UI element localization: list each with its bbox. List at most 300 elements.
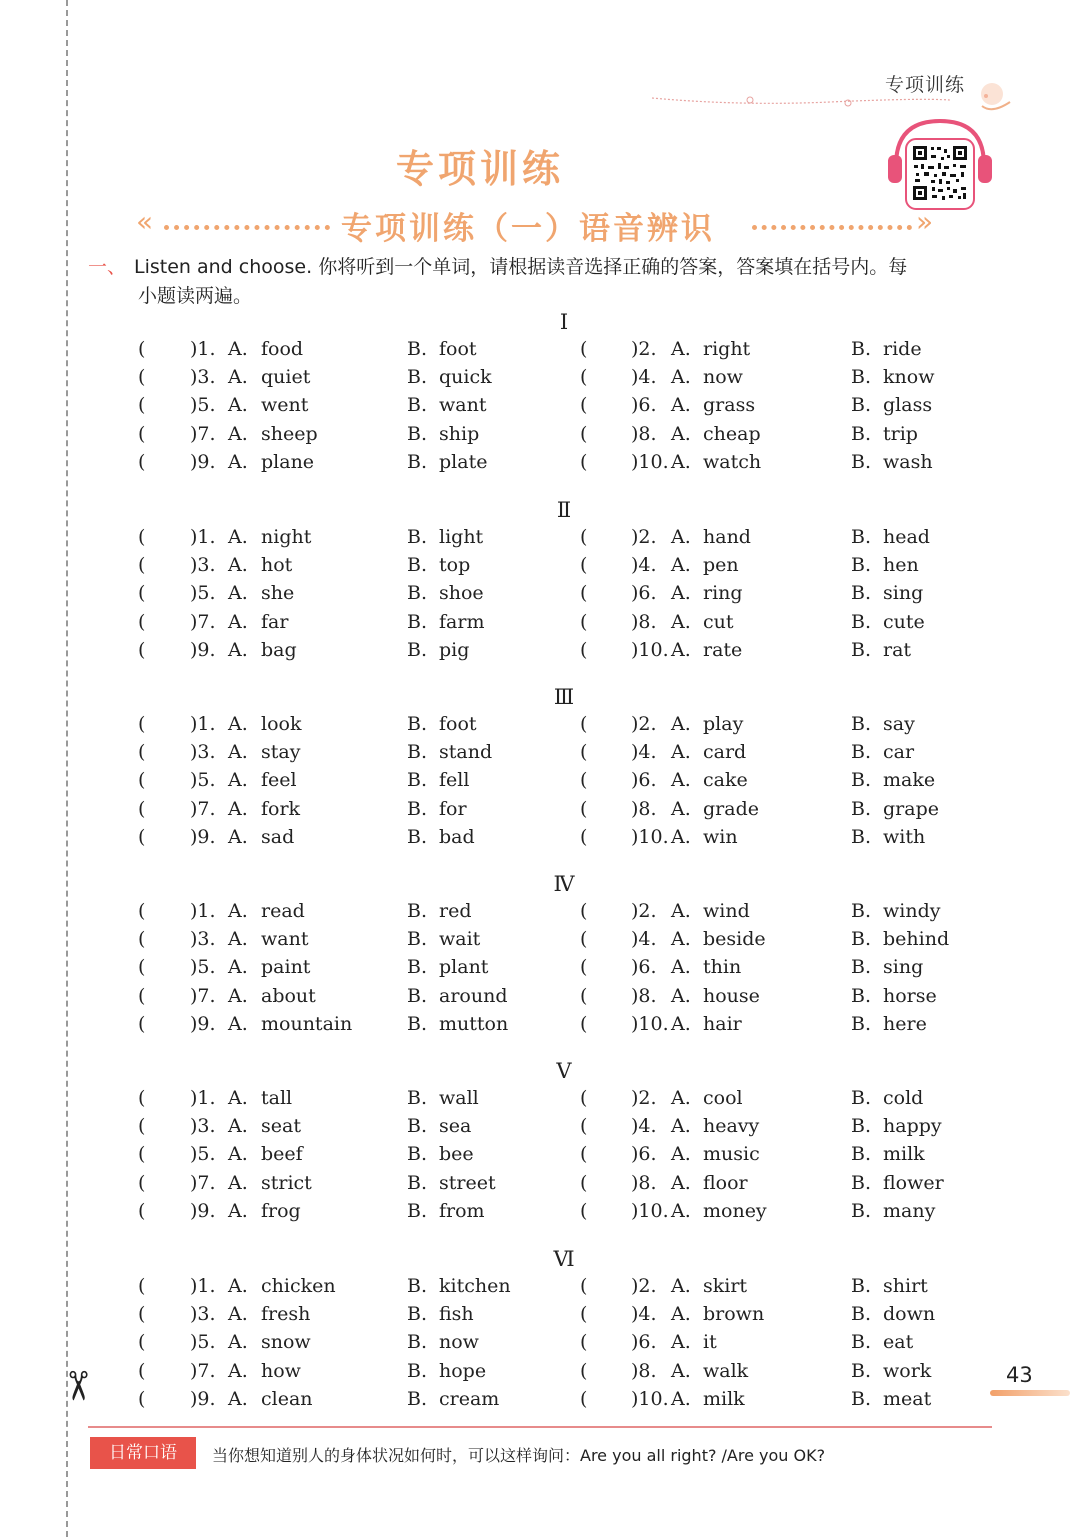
answer-paren-open[interactable]: ( bbox=[138, 1331, 146, 1354]
answer-paren-open[interactable]: ( bbox=[580, 797, 588, 820]
answer-paren-open[interactable]: ( bbox=[138, 1115, 146, 1138]
answer-paren-open[interactable]: ( bbox=[138, 825, 146, 848]
option-a-word: clean bbox=[261, 1387, 313, 1410]
question-number: )8. bbox=[631, 984, 657, 1007]
option-a-word: want bbox=[261, 928, 309, 951]
question-number: )7. bbox=[190, 1171, 216, 1194]
answer-paren-open[interactable]: ( bbox=[580, 610, 588, 633]
answer-paren-open[interactable]: ( bbox=[138, 928, 146, 951]
chevron-left-icon: « bbox=[136, 205, 154, 238]
option-b-word: farm bbox=[439, 610, 485, 633]
question-number: )5. bbox=[190, 1143, 216, 1166]
instruction-text: Listen and choose. 你将听到一个单词，请根据读音选择正确的答案，答案填在括号内。每 bbox=[134, 256, 908, 278]
question-number: )9. bbox=[190, 450, 216, 473]
option-a-word: went bbox=[261, 394, 309, 417]
answer-paren-open[interactable]: ( bbox=[138, 1303, 146, 1326]
option-b-word: light bbox=[439, 526, 484, 548]
answer-paren-open[interactable]: ( bbox=[138, 638, 146, 661]
option-b-word: sing bbox=[883, 582, 924, 605]
option-a-label: A. bbox=[228, 713, 248, 735]
page-number-bar bbox=[990, 1390, 1070, 1396]
option-a-label: A. bbox=[671, 928, 691, 951]
answer-paren-open[interactable]: ( bbox=[580, 769, 588, 792]
answer-paren-open[interactable]: ( bbox=[138, 797, 146, 820]
answer-paren-open[interactable]: ( bbox=[138, 554, 146, 577]
option-b-word: bad bbox=[439, 825, 475, 848]
answer-paren-open[interactable]: ( bbox=[580, 984, 588, 1007]
option-b-label: B. bbox=[851, 797, 872, 820]
option-b-word: ride bbox=[883, 338, 922, 360]
answer-paren-open[interactable]: ( bbox=[138, 956, 146, 979]
option-b-word: fell bbox=[439, 769, 470, 792]
option-a-label: A. bbox=[671, 1115, 691, 1138]
option-b-label: B. bbox=[407, 1359, 428, 1382]
answer-paren-open[interactable]: ( bbox=[580, 741, 588, 764]
question-row bbox=[0, 1303, 1080, 1331]
option-a-word: feel bbox=[261, 769, 297, 792]
option-a-word: fork bbox=[261, 797, 301, 820]
answer-paren-open[interactable]: ( bbox=[580, 1359, 588, 1382]
option-b-label: B. bbox=[407, 394, 428, 417]
instruction-text-2: 小题读两遍。 bbox=[138, 285, 253, 307]
question-row bbox=[0, 1331, 1080, 1359]
option-a-word: cheap bbox=[703, 422, 761, 445]
option-b-word: sea bbox=[439, 1115, 472, 1138]
option-b-label: B. bbox=[851, 394, 872, 417]
answer-paren-open[interactable]: ( bbox=[138, 1087, 146, 1109]
question-number: )2. bbox=[631, 1275, 657, 1297]
option-b-label: B. bbox=[851, 526, 872, 548]
answer-paren-open[interactable]: ( bbox=[580, 1012, 588, 1035]
question-row bbox=[0, 366, 1080, 394]
option-a-word: hair bbox=[703, 1012, 742, 1035]
answer-paren-open[interactable]: ( bbox=[138, 1359, 146, 1382]
option-b-label: B. bbox=[851, 554, 872, 577]
answer-paren-open[interactable]: ( bbox=[580, 554, 588, 577]
option-b-label: B. bbox=[851, 928, 872, 951]
option-b-word: street bbox=[439, 1171, 496, 1194]
option-a-label: A. bbox=[671, 956, 691, 979]
question-number: )3. bbox=[190, 554, 216, 577]
question-number: )1. bbox=[190, 713, 216, 735]
answer-paren-open[interactable]: ( bbox=[580, 1275, 588, 1297]
question-row bbox=[0, 423, 1080, 451]
option-a-label: A. bbox=[228, 741, 248, 764]
question-number: )1. bbox=[190, 338, 216, 360]
question-number: )9. bbox=[190, 1387, 216, 1410]
answer-paren-open[interactable]: ( bbox=[580, 394, 588, 417]
option-b-label: B. bbox=[407, 1115, 428, 1138]
option-b-word: know bbox=[883, 366, 935, 389]
option-a-word: milk bbox=[703, 1387, 745, 1410]
option-b-label: B. bbox=[851, 1143, 872, 1166]
option-b-label: B. bbox=[407, 769, 428, 792]
question-row bbox=[0, 1360, 1080, 1388]
option-a-word: hand bbox=[703, 526, 751, 548]
option-b-label: B. bbox=[407, 797, 428, 820]
option-a-label: A. bbox=[228, 1012, 248, 1035]
option-b-word: cold bbox=[883, 1087, 924, 1109]
question-number: )9. bbox=[190, 1012, 216, 1035]
option-b-word: wall bbox=[439, 1087, 479, 1109]
question-number: )10. bbox=[631, 1012, 669, 1035]
option-a-word: ring bbox=[703, 582, 743, 605]
option-a-word: snow bbox=[261, 1331, 311, 1354]
option-b-word: behind bbox=[883, 928, 950, 951]
option-b-label: B. bbox=[851, 1275, 872, 1297]
option-a-label: A. bbox=[671, 1143, 691, 1166]
answer-paren-open[interactable]: ( bbox=[580, 1303, 588, 1326]
question-row bbox=[0, 554, 1080, 582]
answer-paren-open[interactable]: ( bbox=[138, 366, 146, 389]
option-b-label: B. bbox=[407, 956, 428, 979]
answer-paren-open[interactable]: ( bbox=[580, 900, 588, 922]
option-b-label: B. bbox=[407, 366, 428, 389]
answer-paren-open[interactable]: ( bbox=[138, 338, 146, 360]
answer-paren-open[interactable]: ( bbox=[580, 928, 588, 951]
option-b-label: B. bbox=[407, 610, 428, 633]
question-number: )2. bbox=[631, 713, 657, 735]
sub-title: 专项训练（一）语音辨识 bbox=[341, 211, 715, 247]
option-a-word: how bbox=[261, 1359, 301, 1382]
option-a-word: far bbox=[261, 610, 289, 633]
option-a-word: beef bbox=[261, 1143, 303, 1166]
instruction-number: 一、 bbox=[88, 256, 127, 278]
option-b-label: B. bbox=[851, 713, 872, 735]
question-row bbox=[0, 928, 1080, 956]
answer-paren-open[interactable]: ( bbox=[138, 741, 146, 764]
option-a-word: cut bbox=[703, 610, 734, 633]
option-b-word: eat bbox=[883, 1331, 914, 1354]
section-numeral: Ⅱ bbox=[556, 498, 572, 522]
option-b-label: B. bbox=[851, 582, 872, 605]
answer-paren-open[interactable]: ( bbox=[138, 394, 146, 417]
question-number: )8. bbox=[631, 1359, 657, 1382]
option-a-label: A. bbox=[671, 422, 691, 445]
option-a-word: night bbox=[261, 526, 312, 548]
option-b-word: shirt bbox=[883, 1275, 928, 1297]
answer-paren-open[interactable]: ( bbox=[138, 900, 146, 922]
option-a-label: A. bbox=[228, 1087, 248, 1109]
answer-paren-open[interactable]: ( bbox=[580, 422, 588, 445]
option-b-label: B. bbox=[851, 1171, 872, 1194]
answer-paren-open[interactable]: ( bbox=[580, 638, 588, 661]
option-a-label: A. bbox=[671, 638, 691, 661]
option-b-label: B. bbox=[851, 450, 872, 473]
option-b-word: quick bbox=[439, 366, 492, 389]
question-number: )1. bbox=[190, 900, 216, 922]
option-b-label: B. bbox=[851, 610, 872, 633]
header-title: 专项训练 bbox=[885, 74, 966, 96]
question-row bbox=[0, 713, 1080, 741]
question-number: )5. bbox=[190, 1331, 216, 1354]
option-a-word: grass bbox=[703, 394, 756, 417]
answer-paren-open[interactable]: ( bbox=[580, 1387, 588, 1410]
question-number: )9. bbox=[190, 1199, 216, 1222]
answer-paren-open[interactable]: ( bbox=[580, 1143, 588, 1166]
option-a-word: it bbox=[703, 1331, 717, 1354]
option-b-word: ship bbox=[439, 422, 480, 445]
question-number: )2. bbox=[631, 900, 657, 922]
option-b-label: B. bbox=[407, 741, 428, 764]
question-row bbox=[0, 1115, 1080, 1143]
question-row bbox=[0, 956, 1080, 984]
dotted-divider-left bbox=[164, 225, 330, 230]
option-b-label: B. bbox=[851, 366, 872, 389]
option-b-word: cream bbox=[439, 1387, 500, 1410]
option-a-word: look bbox=[261, 713, 302, 735]
answer-paren-open[interactable]: ( bbox=[580, 1115, 588, 1138]
option-a-word: skirt bbox=[703, 1275, 748, 1297]
option-b-label: B. bbox=[407, 450, 428, 473]
option-a-word: pen bbox=[703, 554, 739, 577]
option-b-label: B. bbox=[407, 1199, 428, 1222]
option-a-word: seat bbox=[261, 1115, 301, 1138]
option-b-label: B. bbox=[851, 1359, 872, 1382]
option-b-word: car bbox=[883, 741, 915, 764]
answer-paren-open[interactable]: ( bbox=[138, 1199, 146, 1222]
option-a-label: A. bbox=[671, 1387, 691, 1410]
option-b-label: B. bbox=[407, 928, 428, 951]
question-number: )2. bbox=[631, 1087, 657, 1109]
option-a-label: A. bbox=[671, 394, 691, 417]
option-b-label: B. bbox=[407, 554, 428, 577]
option-b-word: windy bbox=[883, 900, 941, 922]
option-b-word: pig bbox=[439, 638, 470, 661]
question-number: )3. bbox=[190, 1115, 216, 1138]
question-row bbox=[0, 582, 1080, 610]
option-b-label: B. bbox=[407, 1143, 428, 1166]
answer-paren-open[interactable]: ( bbox=[580, 526, 588, 548]
option-b-word: hen bbox=[883, 554, 919, 577]
option-a-word: music bbox=[703, 1143, 760, 1166]
question-number: )6. bbox=[631, 582, 657, 605]
option-b-label: B. bbox=[851, 1012, 872, 1035]
answer-paren-open[interactable]: ( bbox=[580, 1171, 588, 1194]
option-b-label: B. bbox=[407, 1387, 428, 1410]
question-number: )1. bbox=[190, 1275, 216, 1297]
option-b-word: now bbox=[439, 1331, 479, 1354]
question-row bbox=[0, 1200, 1080, 1228]
question-row bbox=[0, 611, 1080, 639]
question-number: )2. bbox=[631, 526, 657, 548]
option-b-word: plant bbox=[439, 956, 489, 979]
option-b-word: say bbox=[883, 713, 915, 735]
option-b-word: foot bbox=[439, 713, 477, 735]
question-number: )10. bbox=[631, 1199, 669, 1222]
option-a-word: thin bbox=[703, 956, 742, 979]
option-a-label: A. bbox=[228, 825, 248, 848]
answer-paren-open[interactable]: ( bbox=[580, 825, 588, 848]
option-a-label: A. bbox=[671, 1087, 691, 1109]
question-number: )5. bbox=[190, 582, 216, 605]
question-number: )10. bbox=[631, 1387, 669, 1410]
question-number: )4. bbox=[631, 554, 657, 577]
option-a-label: A. bbox=[671, 797, 691, 820]
option-a-word: hot bbox=[261, 554, 293, 577]
answer-paren-open[interactable]: ( bbox=[580, 582, 588, 605]
option-a-word: sheep bbox=[261, 422, 318, 445]
option-b-label: B. bbox=[851, 769, 872, 792]
section-numeral: Ⅳ bbox=[553, 872, 575, 896]
option-a-label: A. bbox=[671, 825, 691, 848]
option-a-word: walk bbox=[703, 1359, 749, 1382]
option-a-label: A. bbox=[228, 1303, 248, 1326]
option-a-word: mountain bbox=[261, 1012, 353, 1035]
dotted-divider-right bbox=[752, 225, 912, 230]
question-row bbox=[0, 741, 1080, 769]
option-a-word: read bbox=[261, 900, 305, 922]
option-b-word: flower bbox=[883, 1171, 944, 1194]
answer-paren-open[interactable]: ( bbox=[138, 1143, 146, 1166]
option-a-label: A. bbox=[228, 1275, 248, 1297]
answer-paren-open[interactable]: ( bbox=[580, 366, 588, 389]
question-number: )5. bbox=[190, 394, 216, 417]
option-b-label: B. bbox=[851, 1303, 872, 1326]
question-number: )10. bbox=[631, 450, 669, 473]
option-b-word: milk bbox=[883, 1143, 925, 1166]
option-b-label: B. bbox=[407, 1331, 428, 1354]
option-a-label: A. bbox=[671, 713, 691, 735]
option-a-word: floor bbox=[703, 1171, 748, 1194]
option-b-word: glass bbox=[883, 394, 933, 417]
option-b-label: B. bbox=[851, 1115, 872, 1138]
option-a-label: A. bbox=[671, 741, 691, 764]
question-number: )8. bbox=[631, 422, 657, 445]
option-a-label: A. bbox=[228, 366, 248, 389]
question-number: )3. bbox=[190, 366, 216, 389]
option-b-word: from bbox=[439, 1199, 485, 1222]
option-a-word: brown bbox=[703, 1303, 765, 1326]
option-a-word: bag bbox=[261, 638, 297, 661]
option-a-label: A. bbox=[228, 450, 248, 473]
option-a-word: strict bbox=[261, 1171, 312, 1194]
option-b-label: B. bbox=[407, 825, 428, 848]
answer-paren-open[interactable]: ( bbox=[580, 338, 588, 360]
option-b-word: sing bbox=[883, 956, 924, 979]
sub-title-banner bbox=[136, 201, 946, 247]
footer-tag: 日常口语 bbox=[90, 1437, 196, 1469]
option-a-label: A. bbox=[671, 900, 691, 922]
question-number: )3. bbox=[190, 928, 216, 951]
option-b-word: head bbox=[883, 526, 930, 548]
option-a-label: A. bbox=[228, 797, 248, 820]
option-a-word: house bbox=[703, 984, 760, 1007]
answer-paren-open[interactable]: ( bbox=[138, 1012, 146, 1035]
option-b-word: top bbox=[439, 554, 471, 577]
question-row bbox=[0, 639, 1080, 667]
question-number: )5. bbox=[190, 956, 216, 979]
answer-paren-open[interactable]: ( bbox=[138, 526, 146, 548]
option-b-word: with bbox=[883, 825, 926, 848]
option-b-word: down bbox=[883, 1303, 936, 1326]
option-a-word: frog bbox=[261, 1199, 301, 1222]
option-b-label: B. bbox=[407, 1171, 428, 1194]
option-b-label: B. bbox=[407, 526, 428, 548]
option-a-label: A. bbox=[671, 1359, 691, 1382]
answer-paren-open[interactable]: ( bbox=[580, 1331, 588, 1354]
option-a-label: A. bbox=[671, 984, 691, 1007]
answer-paren-open[interactable]: ( bbox=[138, 450, 146, 473]
option-b-label: B. bbox=[851, 338, 872, 360]
answer-paren-open[interactable]: ( bbox=[138, 582, 146, 605]
option-b-word: wash bbox=[883, 450, 933, 473]
answer-paren-open[interactable]: ( bbox=[138, 1275, 146, 1297]
question-number: )8. bbox=[631, 610, 657, 633]
option-b-word: here bbox=[883, 1012, 927, 1035]
option-b-label: B. bbox=[407, 1303, 428, 1326]
option-b-label: B. bbox=[407, 1012, 428, 1035]
option-a-label: A. bbox=[228, 1199, 248, 1222]
option-b-word: kitchen bbox=[439, 1275, 511, 1297]
option-b-word: cute bbox=[883, 610, 925, 633]
option-a-word: she bbox=[261, 582, 295, 605]
answer-paren-open[interactable]: ( bbox=[138, 713, 146, 735]
question-row bbox=[0, 394, 1080, 422]
option-b-word: happy bbox=[883, 1115, 942, 1138]
answer-paren-open[interactable]: ( bbox=[580, 713, 588, 735]
question-row bbox=[0, 985, 1080, 1013]
question-number: )7. bbox=[190, 610, 216, 633]
option-b-label: B. bbox=[851, 638, 872, 661]
answer-paren-open[interactable]: ( bbox=[138, 422, 146, 445]
question-number: )7. bbox=[190, 1359, 216, 1382]
option-a-word: play bbox=[703, 713, 744, 735]
option-a-word: rate bbox=[703, 638, 743, 661]
option-a-label: A. bbox=[228, 928, 248, 951]
question-row bbox=[0, 1087, 1080, 1115]
option-a-label: A. bbox=[228, 956, 248, 979]
option-a-label: A. bbox=[228, 394, 248, 417]
option-b-word: mutton bbox=[439, 1012, 509, 1035]
answer-paren-open[interactable]: ( bbox=[138, 769, 146, 792]
question-number: )4. bbox=[631, 1115, 657, 1138]
option-b-label: B. bbox=[407, 713, 428, 735]
page-number: 43 bbox=[1006, 1363, 1033, 1387]
option-a-word: card bbox=[703, 741, 747, 764]
option-a-word: sad bbox=[261, 825, 295, 848]
answer-paren-open[interactable]: ( bbox=[580, 1199, 588, 1222]
scissors-icon: ✂ bbox=[53, 1369, 100, 1403]
option-a-label: A. bbox=[228, 769, 248, 792]
question-number: )5. bbox=[190, 769, 216, 792]
option-a-word: wind bbox=[703, 900, 750, 922]
option-a-label: A. bbox=[671, 1303, 691, 1326]
option-b-word: rat bbox=[883, 638, 912, 661]
question-number: )6. bbox=[631, 956, 657, 979]
option-a-word: cake bbox=[703, 769, 748, 792]
answer-paren-open[interactable]: ( bbox=[138, 984, 146, 1007]
answer-paren-open[interactable]: ( bbox=[138, 1387, 146, 1410]
option-a-word: quiet bbox=[261, 366, 311, 389]
answer-paren-open[interactable]: ( bbox=[580, 450, 588, 473]
section-numeral: Ⅰ bbox=[559, 310, 569, 334]
option-b-label: B. bbox=[851, 1199, 872, 1222]
option-a-word: right bbox=[703, 338, 751, 360]
answer-paren-open[interactable]: ( bbox=[138, 1171, 146, 1194]
option-a-label: A. bbox=[228, 1359, 248, 1382]
answer-paren-open[interactable]: ( bbox=[138, 610, 146, 633]
question-number: )2. bbox=[631, 338, 657, 360]
option-a-label: A. bbox=[671, 1012, 691, 1035]
option-b-word: make bbox=[883, 769, 936, 792]
answer-paren-open[interactable]: ( bbox=[580, 1087, 588, 1109]
main-title: 专项训练 bbox=[395, 147, 564, 191]
question-number: )4. bbox=[631, 1303, 657, 1326]
option-b-label: B. bbox=[851, 741, 872, 764]
question-number: )7. bbox=[190, 422, 216, 445]
answer-paren-open[interactable]: ( bbox=[580, 956, 588, 979]
